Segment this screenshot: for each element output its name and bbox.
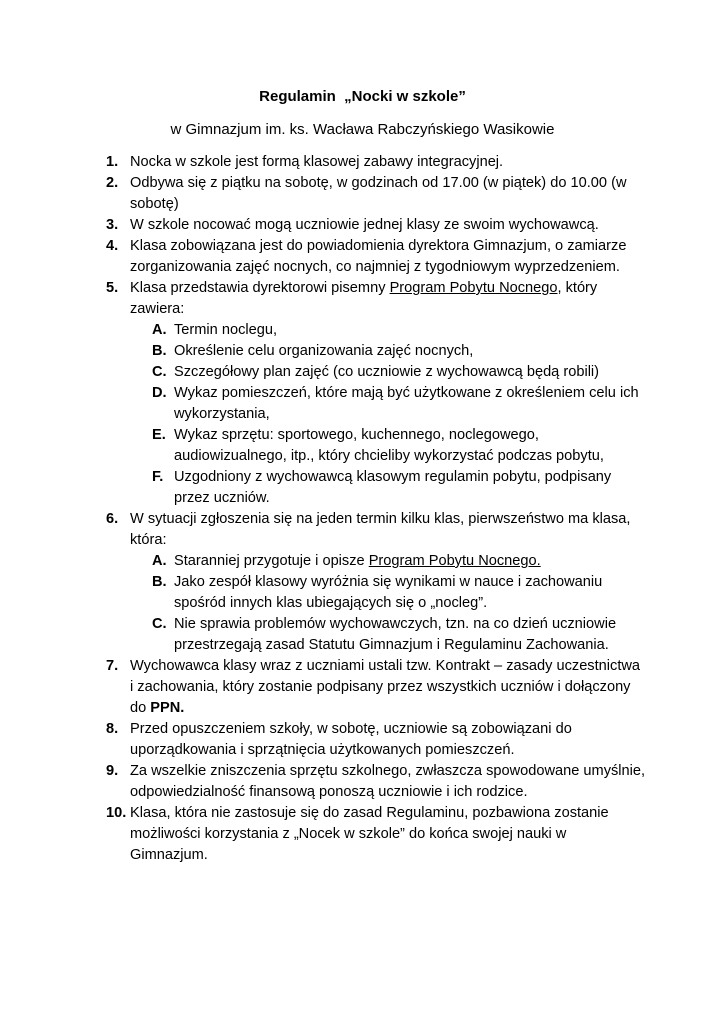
sub-item: [152, 425, 646, 467]
item-text: Przed opuszczeniem szkoły, w sobotę, uczniowie są zobowiązani do uporządkowania i sprzątnięcia użytkowanych pomieszczeń.: [130, 721, 572, 758]
sub-letter: B.: [152, 343, 167, 359]
item-number: 3.: [106, 217, 119, 233]
sub-letter: A.: [152, 553, 167, 569]
ppn-abbrev: PPN.: [150, 700, 185, 716]
document-subtitle: w Gimnazjum im. ks. Wacława Rabczyńskiego Wasikowie: [170, 121, 555, 138]
sub-text: Uzgodniony z wychowawcą klasowym regulamin pobytu, podpisany przez uczniów.: [174, 469, 612, 506]
list-item: [106, 173, 646, 215]
item-number: 1.: [106, 154, 119, 170]
list-item: [106, 278, 646, 509]
sub-item: [152, 341, 646, 362]
item-number: 5.: [106, 280, 119, 296]
list-item: [106, 152, 646, 173]
sub-letter: B.: [152, 574, 167, 590]
sub-list: [130, 320, 646, 509]
item-text: Klasa przedstawia dyrektorowi pisemny: [130, 280, 390, 296]
sub-text: Staranniej przygotuje i opisze: [174, 553, 369, 569]
item-number: 6.: [106, 511, 119, 527]
list-item: [106, 719, 646, 761]
list-item: [106, 656, 646, 719]
sub-item: [152, 362, 646, 383]
sub-item: [152, 467, 646, 509]
item-number: 9.: [106, 763, 119, 779]
item-text: Klasa, która nie zastosuje się do zasad Regulaminu, pozbawiona zostanie możliwości korzystania z „Nocek w szkole” do końca swojej nauki w Gimnazjum.: [130, 805, 609, 863]
sub-text: Określenie celu organizowania zajęć nocnych,: [174, 343, 474, 359]
sub-text: Nie sprawia problemów wychowawczych, tzn. na co dzień uczniowie przestrzegają zasad Statutu Gimnazjum i Regulaminu Zachowania.: [174, 616, 617, 653]
item-text: W sytuacji zgłoszenia się na jeden termin kilku klas, pierwszeństwo ma klasa, która:: [130, 511, 631, 548]
list-item: [106, 509, 646, 656]
sub-letter: F.: [152, 469, 164, 485]
list-item: [106, 236, 646, 278]
sub-item: [152, 614, 646, 656]
sub-text: Wykaz sprzętu: sportowego, kuchennego, noclegowego, audiowizualnego, itp., który chcieliby wykorzystać podczas pobytu,: [174, 427, 604, 464]
sub-item: [152, 551, 646, 572]
sub-letter: C.: [152, 616, 167, 632]
sub-text: Jako zespół klasowy wyróżnia się wynikami w nauce i zachowaniu spośród innych klas ubiegających się o „nocleg”.: [174, 574, 603, 611]
list-item: [106, 761, 646, 803]
sub-item: [152, 383, 646, 425]
item-text: , który zawiera:: [130, 280, 598, 317]
item-number: 8.: [106, 721, 119, 737]
sub-list: [130, 551, 646, 656]
sub-letter: C.: [152, 364, 167, 380]
item-number: 2.: [106, 175, 119, 191]
item-number: 7.: [106, 658, 119, 674]
item-text: Za wszelkie zniszczenia sprzętu szkolnego, zwłaszcza spowodowane umyślnie, odpowiedzialność finansową ponoszą uczniowie i ich rodzice.: [130, 763, 646, 800]
sub-letter: D.: [152, 385, 167, 401]
sub-item: [152, 572, 646, 614]
item-text: Odbywa się z piątku na sobotę, w godzinach od 17.00 (w piątek) do 10.00 (w sobotę): [130, 175, 627, 212]
item-number: 4.: [106, 238, 119, 254]
sub-letter: A.: [152, 322, 167, 338]
program-link: Program Pobytu Nocnego.: [368, 553, 541, 569]
sub-item: [152, 320, 646, 341]
sub-text: Wykaz pomieszczeń, które mają być użytkowane z określeniem celu ich wykorzystania,: [174, 385, 639, 422]
program-link: Program Pobytu Nocnego: [389, 280, 558, 296]
sub-text: Szczegółowy plan zajęć (co uczniowie z wychowawcą będą robili): [174, 364, 600, 380]
list-item: [106, 215, 646, 236]
item-number: 10.: [106, 805, 127, 821]
document-title: Regulamin „Nocki w szkole”: [259, 88, 466, 105]
item-text: Nocka w szkole jest formą klasowej zabawy integracyjnej.: [130, 154, 504, 170]
sub-text: Termin noclegu,: [174, 322, 278, 338]
item-text: W szkole nocować mogą uczniowie jednej klasy ze swoim wychowawcą.: [130, 217, 599, 233]
item-text: Wychowawca klasy wraz z uczniami ustali tzw. Kontrakt – zasady uczestnictwa i zachowania, który zostanie podpisany przez wszystkich uczniów i dołączony do: [130, 658, 641, 716]
list-item: [106, 803, 646, 866]
sub-letter: E.: [152, 427, 166, 443]
rules-list: [106, 152, 646, 866]
item-text: Klasa zobowiązana jest do powiadomienia dyrektora Gimnazjum, o zamiarze zorganizowania zajęć nocnych, co najmniej z tygodniowym wyprzedzeniem.: [130, 238, 627, 275]
